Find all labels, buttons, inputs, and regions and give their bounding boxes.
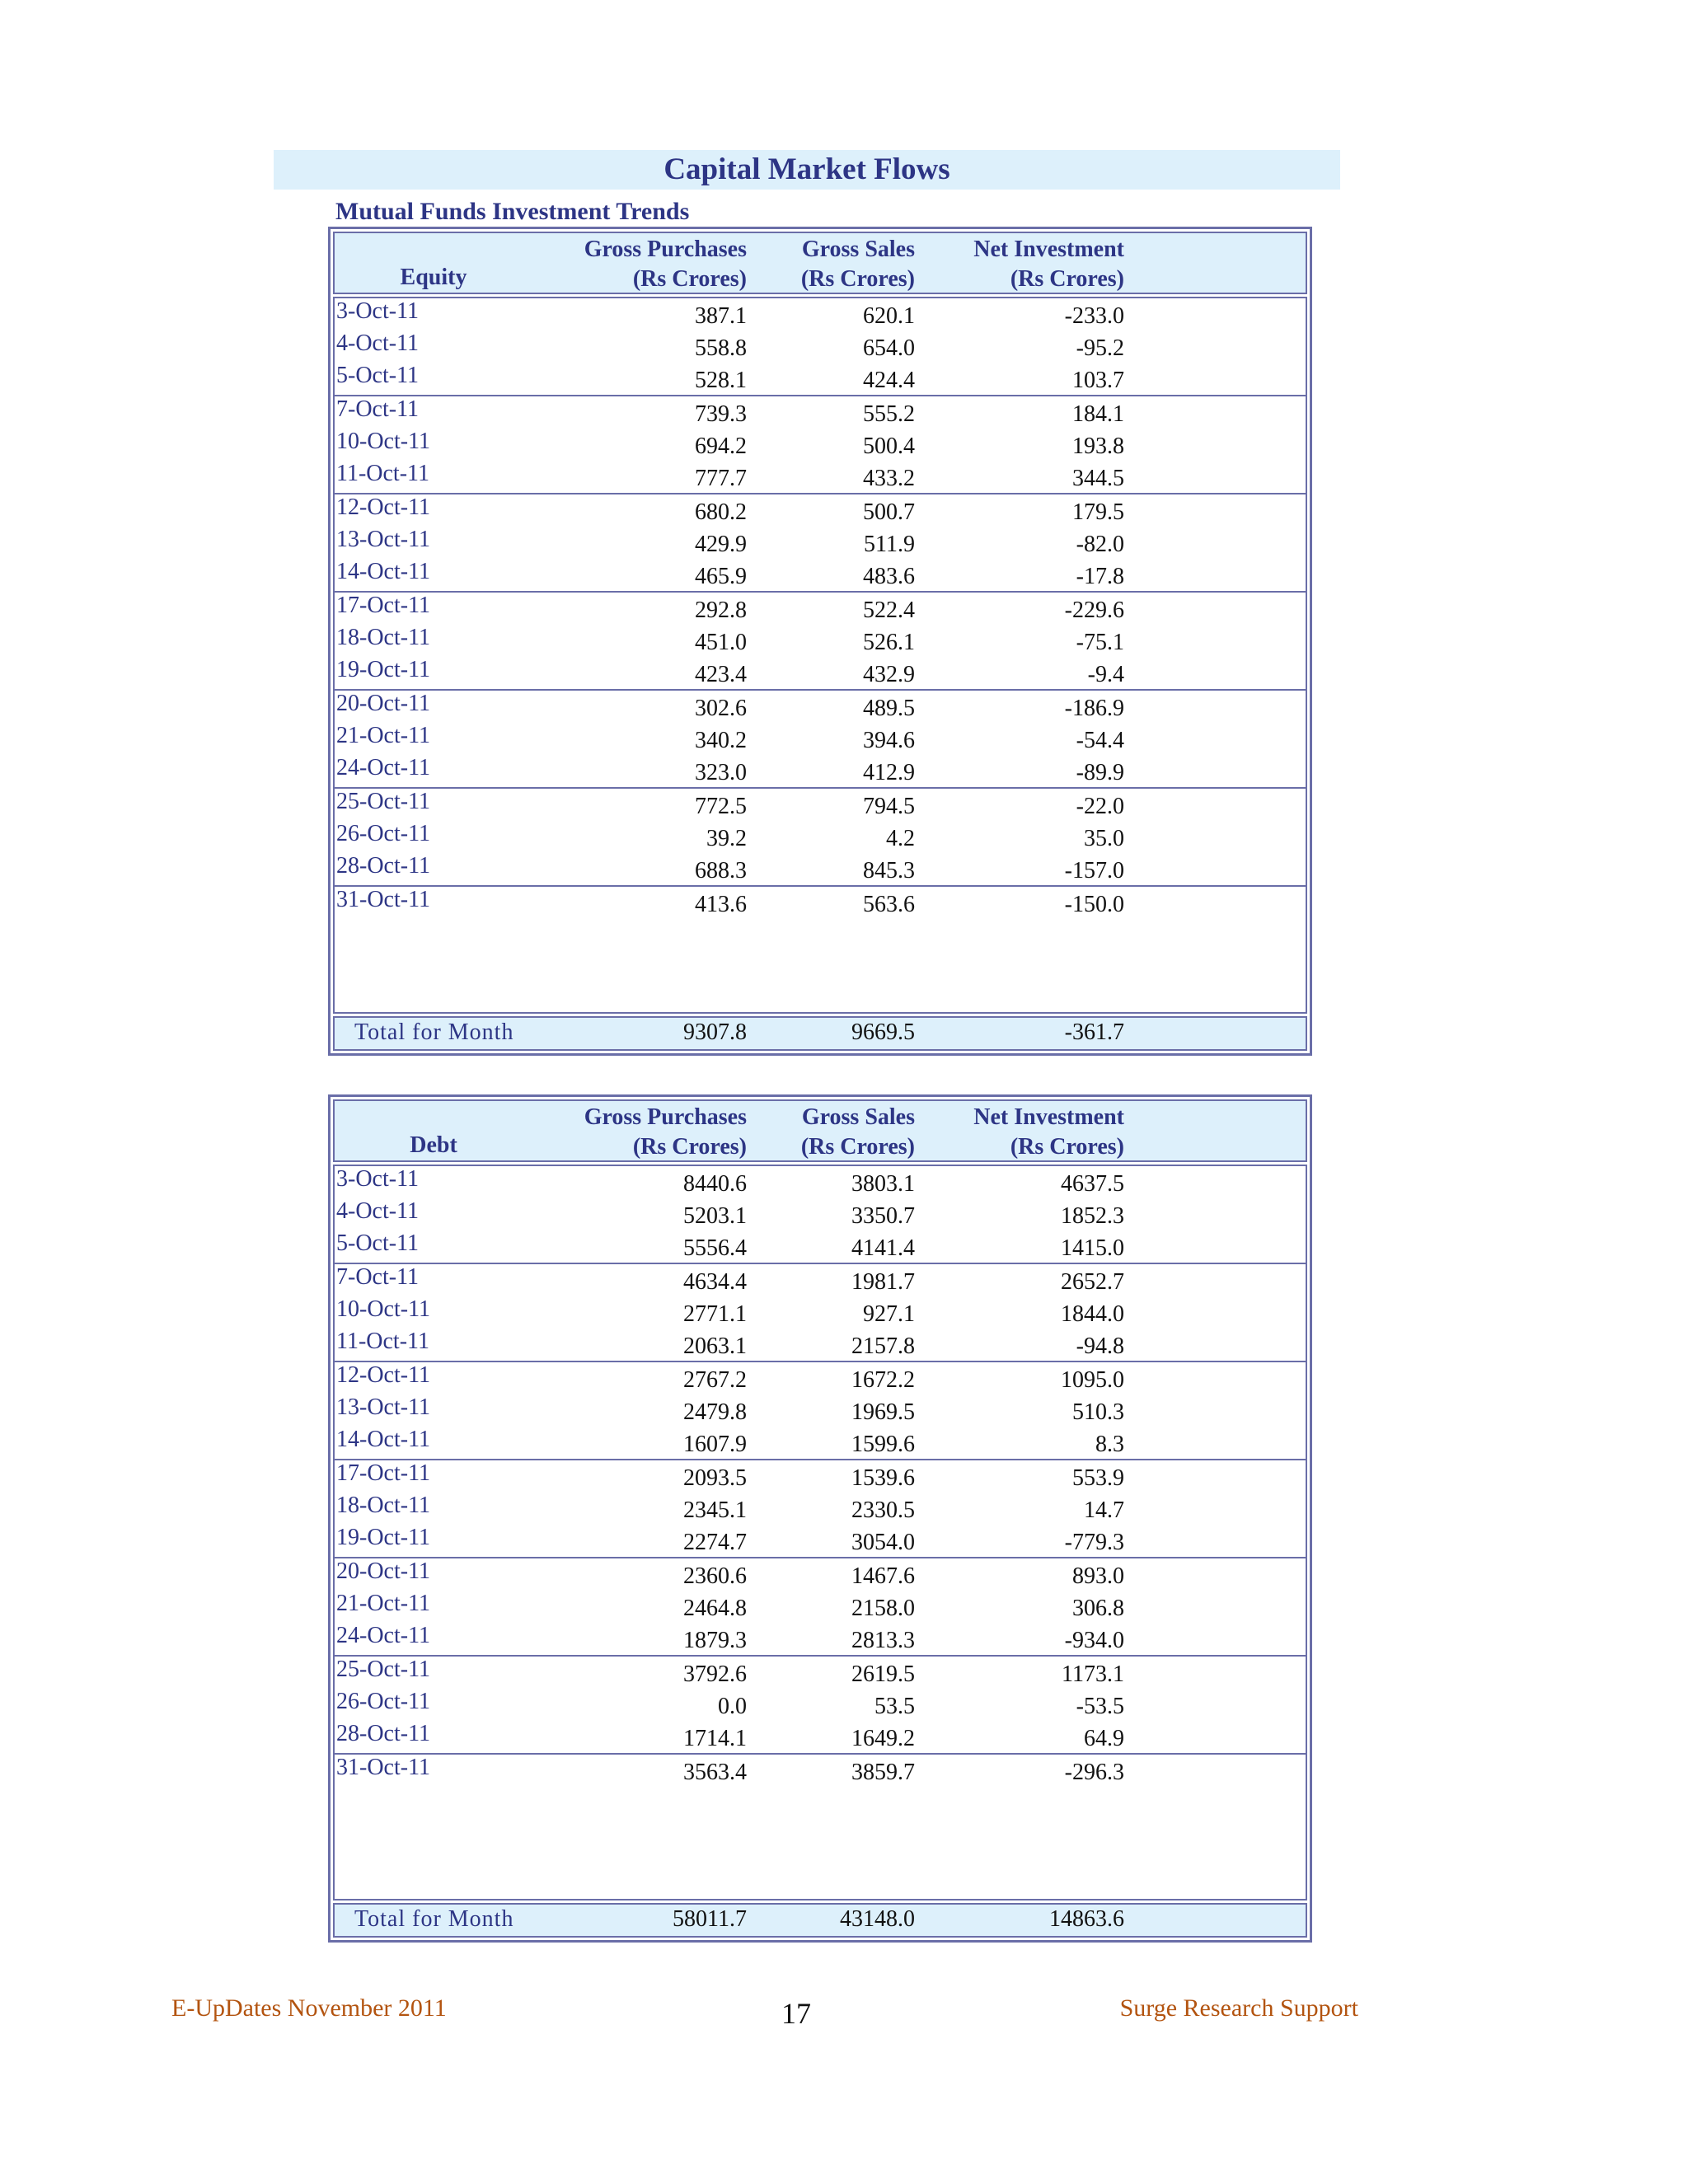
section-subtitle: Mutual Funds Investment Trends	[335, 198, 690, 225]
row-gross-sales: 1539.6	[851, 1465, 915, 1491]
total-gross-sales: 9669.5	[851, 1019, 915, 1045]
table-row	[335, 527, 1306, 559]
row-date: 31-Oct-11	[336, 1755, 431, 1780]
row-date: 3-Oct-11	[336, 298, 420, 324]
row-group	[335, 593, 1306, 691]
total-gross-purchases: 58011.7	[673, 1906, 747, 1932]
row-gross-purchases: 1607.9	[683, 1432, 747, 1457]
row-gross-sales: 394.6	[863, 728, 915, 753]
row-date: 18-Oct-11	[336, 1493, 431, 1518]
row-group	[335, 298, 1306, 396]
row-gross-purchases: 2274.7	[683, 1530, 747, 1555]
row-gross-purchases: 429.9	[695, 532, 747, 557]
row-gross-purchases: 688.3	[695, 858, 747, 883]
table-row	[335, 330, 1306, 363]
row-gross-sales: 500.7	[863, 499, 915, 525]
row-gross-sales: 927.1	[863, 1301, 915, 1327]
row-date: 14-Oct-11	[336, 1427, 431, 1452]
row-gross-sales: 522.4	[863, 598, 915, 623]
row-net-investment: -157.0	[1064, 858, 1124, 883]
table-row	[335, 1558, 1306, 1591]
row-gross-sales: 3803.1	[851, 1171, 915, 1197]
row-gross-purchases: 2360.6	[683, 1563, 747, 1589]
row-net-investment: -17.8	[1076, 564, 1124, 589]
row-net-investment: 306.8	[1072, 1596, 1124, 1621]
row-group	[335, 494, 1306, 593]
row-gross-purchases: 2771.1	[683, 1301, 747, 1327]
row-date: 20-Oct-11	[336, 691, 431, 716]
row-net-investment: 4637.5	[1061, 1171, 1124, 1197]
equity-table-body	[333, 297, 1307, 1014]
row-group	[335, 1362, 1306, 1460]
row-date: 21-Oct-11	[336, 1591, 431, 1616]
row-date: 25-Oct-11	[336, 1657, 431, 1682]
row-net-investment: 553.9	[1072, 1465, 1124, 1491]
table-row	[335, 1296, 1306, 1329]
row-date: 7-Oct-11	[336, 396, 420, 422]
row-gross-purchases: 528.1	[695, 368, 747, 393]
total-label: Total for Month	[354, 1019, 514, 1045]
row-gross-sales: 2158.0	[851, 1596, 915, 1621]
row-gross-sales: 4141.4	[851, 1235, 915, 1261]
table-row	[335, 1460, 1306, 1493]
row-group	[335, 1460, 1306, 1558]
table-row	[335, 821, 1306, 853]
row-gross-sales: 555.2	[863, 401, 915, 427]
row-net-investment: -186.9	[1064, 696, 1124, 721]
footer-page-number: 17	[781, 1997, 811, 2030]
row-gross-sales: 2619.5	[851, 1661, 915, 1687]
table-row	[335, 1394, 1306, 1427]
row-gross-sales: 526.1	[863, 630, 915, 655]
row-date: 20-Oct-11	[336, 1558, 431, 1584]
row-date: 31-Oct-11	[336, 887, 431, 912]
debt-table	[328, 1094, 1312, 1943]
row-gross-sales: 489.5	[863, 696, 915, 721]
row-gross-purchases: 680.2	[695, 499, 747, 525]
page-title: Capital Market Flows	[274, 150, 1340, 190]
row-date: 12-Oct-11	[336, 494, 431, 520]
row-date: 4-Oct-11	[336, 1198, 420, 1224]
row-net-investment: 1173.1	[1062, 1661, 1124, 1687]
row-gross-sales: 794.5	[863, 794, 915, 819]
row-date: 10-Oct-11	[336, 429, 431, 454]
footer-publisher: Surge Research Support	[1119, 1994, 1358, 2022]
row-gross-sales: 1672.2	[851, 1367, 915, 1393]
row-group	[335, 789, 1306, 887]
row-net-investment: -95.2	[1076, 335, 1124, 361]
header-net-investment: Net Investment (Rs Crores)	[973, 1104, 1124, 1160]
row-gross-purchases: 323.0	[695, 760, 747, 785]
table-row	[335, 1623, 1306, 1655]
row-gross-sales: 1467.6	[851, 1563, 915, 1589]
table-row	[335, 887, 1306, 919]
row-group	[335, 396, 1306, 494]
row-gross-purchases: 739.3	[695, 401, 747, 427]
equity-table-header	[333, 232, 1307, 294]
table-row	[335, 691, 1306, 723]
row-gross-sales: 3054.0	[851, 1530, 915, 1555]
row-gross-purchases: 694.2	[695, 434, 747, 459]
table-row	[335, 723, 1306, 755]
row-date: 11-Oct-11	[336, 1329, 429, 1354]
total-gross-sales: 43148.0	[840, 1906, 915, 1932]
row-gross-purchases: 777.7	[695, 466, 747, 491]
row-date: 28-Oct-11	[336, 853, 431, 879]
table-row	[335, 461, 1306, 493]
row-gross-purchases: 2093.5	[683, 1465, 747, 1491]
row-date: 25-Oct-11	[336, 789, 431, 814]
table-row	[335, 1329, 1306, 1361]
table-row	[335, 1493, 1306, 1525]
footer-publication: E-UpDates November 2011	[171, 1994, 447, 2022]
row-group	[335, 1755, 1306, 1787]
table-row	[335, 559, 1306, 591]
table-row	[335, 853, 1306, 885]
row-net-investment: 193.8	[1072, 434, 1124, 459]
table-row	[335, 657, 1306, 689]
row-gross-purchases: 2767.2	[683, 1367, 747, 1393]
row-gross-purchases: 0.0	[718, 1694, 747, 1719]
row-net-investment: 35.0	[1084, 826, 1124, 851]
row-gross-sales: 412.9	[863, 760, 915, 785]
table-row	[335, 789, 1306, 821]
row-group	[335, 691, 1306, 789]
row-date: 3-Oct-11	[336, 1166, 420, 1192]
total-label: Total for Month	[354, 1906, 514, 1932]
row-gross-purchases: 5203.1	[683, 1203, 747, 1229]
row-net-investment: 1095.0	[1061, 1367, 1124, 1393]
row-date: 13-Oct-11	[336, 1394, 431, 1420]
row-gross-sales: 1969.5	[851, 1399, 915, 1425]
row-gross-purchases: 302.6	[695, 696, 747, 721]
row-gross-sales: 620.1	[863, 303, 915, 329]
table-row	[335, 1721, 1306, 1753]
row-date: 12-Oct-11	[336, 1362, 431, 1388]
row-gross-purchases: 413.6	[695, 892, 747, 917]
table-row	[335, 1525, 1306, 1557]
total-net-investment: -361.7	[1064, 1019, 1124, 1045]
table-row	[335, 1591, 1306, 1623]
row-net-investment: -54.4	[1076, 728, 1124, 753]
header-gross-sales: Gross Sales (Rs Crores)	[800, 237, 915, 292]
header-net-investment: Net Investment (Rs Crores)	[973, 237, 1124, 292]
row-gross-sales: 2330.5	[851, 1497, 915, 1523]
row-net-investment: -9.4	[1087, 662, 1124, 687]
row-gross-purchases: 2345.1	[683, 1497, 747, 1523]
table-row	[335, 298, 1306, 330]
row-gross-sales: 3350.7	[851, 1203, 915, 1229]
table-row	[335, 755, 1306, 787]
row-net-investment: 1852.3	[1061, 1203, 1124, 1229]
row-gross-purchases: 2479.8	[683, 1399, 747, 1425]
row-net-investment: -53.5	[1076, 1694, 1124, 1719]
table-row	[335, 396, 1306, 429]
row-date: 26-Oct-11	[336, 1689, 431, 1714]
row-net-investment: 1415.0	[1061, 1235, 1124, 1261]
row-gross-sales: 654.0	[863, 335, 915, 361]
row-gross-purchases: 465.9	[695, 564, 747, 589]
row-group	[335, 1558, 1306, 1657]
row-gross-sales: 500.4	[863, 434, 915, 459]
row-gross-purchases: 5556.4	[683, 1235, 747, 1261]
row-gross-purchases: 1879.3	[683, 1628, 747, 1653]
row-date: 5-Oct-11	[336, 1230, 420, 1256]
row-gross-sales: 2157.8	[851, 1333, 915, 1359]
row-date: 11-Oct-11	[336, 461, 429, 486]
row-gross-purchases: 340.2	[695, 728, 747, 753]
row-net-investment: -233.0	[1064, 303, 1124, 329]
row-gross-purchases: 772.5	[695, 794, 747, 819]
row-net-investment: 64.9	[1084, 1726, 1124, 1751]
row-net-investment: -22.0	[1076, 794, 1124, 819]
row-net-investment: 14.7	[1084, 1497, 1124, 1523]
row-date: 18-Oct-11	[336, 625, 431, 650]
row-gross-purchases: 2063.1	[683, 1333, 747, 1359]
header-gross-sales: Gross Sales (Rs Crores)	[800, 1104, 915, 1160]
table-row	[335, 1230, 1306, 1263]
table-row	[335, 1755, 1306, 1787]
row-gross-sales: 1649.2	[851, 1726, 915, 1751]
table-row	[335, 1198, 1306, 1230]
row-gross-purchases: 3563.4	[683, 1760, 747, 1785]
row-net-investment: 893.0	[1072, 1563, 1124, 1589]
row-net-investment: -296.3	[1064, 1760, 1124, 1785]
table-row	[335, 429, 1306, 461]
row-gross-sales: 563.6	[863, 892, 915, 917]
row-net-investment: 184.1	[1072, 401, 1124, 427]
row-gross-purchases: 2464.8	[683, 1596, 747, 1621]
row-gross-purchases: 558.8	[695, 335, 747, 361]
row-date: 14-Oct-11	[336, 559, 431, 584]
table-row	[335, 1657, 1306, 1689]
row-net-investment: 179.5	[1072, 499, 1124, 525]
total-gross-purchases: 9307.8	[683, 1019, 747, 1045]
row-gross-sales: 2813.3	[851, 1628, 915, 1653]
row-gross-purchases: 39.2	[706, 826, 747, 851]
row-gross-purchases: 292.8	[695, 598, 747, 623]
row-group	[335, 1166, 1306, 1264]
row-date: 5-Oct-11	[336, 363, 420, 388]
table-row	[335, 1264, 1306, 1296]
row-date: 4-Oct-11	[336, 330, 420, 356]
row-group	[335, 887, 1306, 919]
row-gross-sales: 432.9	[863, 662, 915, 687]
row-gross-sales: 424.4	[863, 368, 915, 393]
row-gross-sales: 511.9	[864, 532, 915, 557]
row-net-investment: 103.7	[1072, 368, 1124, 393]
row-gross-sales: 3859.7	[851, 1760, 915, 1785]
row-date: 28-Oct-11	[336, 1721, 431, 1746]
row-date: 19-Oct-11	[336, 657, 431, 682]
row-date: 26-Oct-11	[336, 821, 431, 846]
row-gross-sales: 1599.6	[851, 1432, 915, 1457]
row-net-investment: -75.1	[1076, 630, 1124, 655]
row-net-investment: 510.3	[1072, 1399, 1124, 1425]
row-net-investment: -82.0	[1076, 532, 1124, 557]
row-gross-purchases: 3792.6	[683, 1661, 747, 1687]
equity-total-row	[333, 1016, 1307, 1051]
row-group	[335, 1657, 1306, 1755]
row-gross-sales: 483.6	[863, 564, 915, 589]
row-net-investment: 344.5	[1072, 466, 1124, 491]
row-net-investment: 2652.7	[1061, 1269, 1124, 1295]
row-net-investment: -89.9	[1076, 760, 1124, 785]
table-row	[335, 593, 1306, 625]
row-gross-sales: 4.2	[886, 826, 915, 851]
row-gross-purchases: 451.0	[695, 630, 747, 655]
row-gross-purchases: 1714.1	[683, 1726, 747, 1751]
table-row	[335, 363, 1306, 395]
row-date: 10-Oct-11	[336, 1296, 431, 1322]
debt-table-header	[333, 1099, 1307, 1162]
row-date: 19-Oct-11	[336, 1525, 431, 1550]
row-net-investment: -934.0	[1064, 1628, 1124, 1653]
header-gross-purchases: Gross Purchases (Rs Crores)	[584, 237, 747, 292]
row-gross-sales: 433.2	[863, 466, 915, 491]
row-net-investment: -150.0	[1064, 892, 1124, 917]
equity-table	[328, 227, 1312, 1056]
row-date: 24-Oct-11	[336, 1623, 431, 1648]
table-row	[335, 494, 1306, 527]
row-net-investment: -779.3	[1064, 1530, 1124, 1555]
row-net-investment: 8.3	[1095, 1432, 1124, 1457]
total-net-investment: 14863.6	[1049, 1906, 1124, 1932]
table-row	[335, 1689, 1306, 1721]
row-date: 24-Oct-11	[336, 755, 431, 780]
row-gross-purchases: 4634.4	[683, 1269, 747, 1295]
header-gross-purchases: Gross Purchases (Rs Crores)	[584, 1104, 747, 1160]
row-net-investment: -94.8	[1076, 1333, 1124, 1359]
table-row	[335, 625, 1306, 657]
row-net-investment: 1844.0	[1061, 1301, 1124, 1327]
debt-label: Debt	[410, 1132, 457, 1158]
row-gross-sales: 845.3	[863, 858, 915, 883]
row-gross-sales: 1981.7	[851, 1269, 915, 1295]
row-date: 17-Oct-11	[336, 593, 431, 618]
row-group	[335, 1264, 1306, 1362]
row-gross-purchases: 8440.6	[683, 1171, 747, 1197]
row-date: 21-Oct-11	[336, 723, 431, 748]
row-date: 7-Oct-11	[336, 1264, 420, 1290]
table-row	[335, 1362, 1306, 1394]
row-gross-purchases: 423.4	[695, 662, 747, 687]
row-gross-purchases: 387.1	[695, 303, 747, 329]
debt-total-row	[333, 1903, 1307, 1938]
row-net-investment: -229.6	[1064, 598, 1124, 623]
row-date: 17-Oct-11	[336, 1460, 431, 1486]
debt-table-body	[333, 1165, 1307, 1900]
row-gross-sales: 53.5	[874, 1694, 915, 1719]
table-row	[335, 1427, 1306, 1459]
table-row	[335, 1166, 1306, 1198]
row-date: 13-Oct-11	[336, 527, 431, 552]
equity-label: Equity	[400, 265, 467, 290]
